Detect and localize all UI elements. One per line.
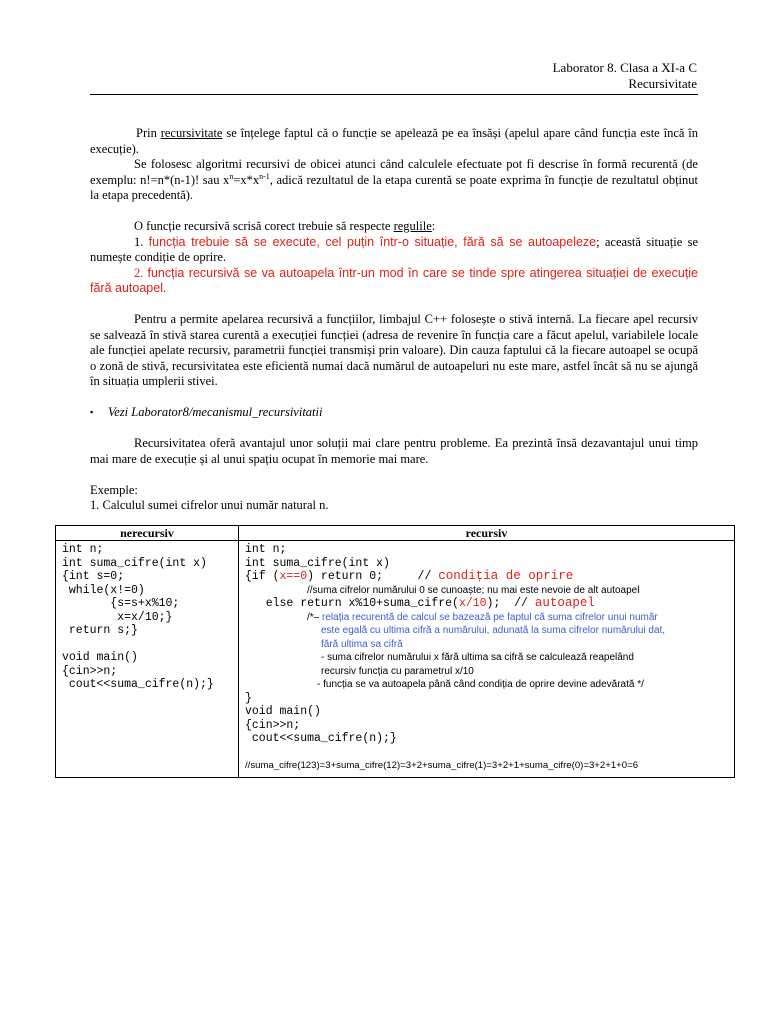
paragraph-rules: O funcție recursivă scrisă corect trebuie să respecte regulile: [134, 219, 436, 233]
rule-1: 1. funcția trebuie să se execute, cel puțin într-o situație, fără să se autoapeleze; această situație se numește condiție de oprire. [90, 234, 699, 264]
paragraph-definition: Prin recursivitate se înțelege faptul că o funcție se apelează pe ea însăși (apelul apare când funcția este încă în execuție). [90, 126, 698, 156]
header-divider [90, 94, 698, 95]
cell-recursive-code [239, 541, 735, 778]
recursive-code: int n; int suma_cifre(int x) {if (x==0) return 0; // condiția de oprire //suma cifrelor numărului 0 se cunoaște; nu mai este nevoie de alt autoapel else return x%10+suma_cifre(x/10); // autoapel /*– relația recurentă de calcul se bazează pe faptul că suma cifrelor unui număr este egală cu ultima cifră a numărului, adunată la suma cifrelor numărului dat, fără ultima sa cifră - suma cifrelor numărului x fără ultima sa cifră se calculează reapelând recursiv funcția cu parametrul x/10 - funcția se va autoapela până când condiția de oprire devine adevărată */ } void main() {cin>>n; cout<<suma_cifre(n);} //suma_cifre(123)=3+suma_cifre(12)=3+2+suma_cifre(1)=3+2+1+suma_cifre(0)=3+2+1+0=6 [245, 543, 666, 771]
header-title: Laborator 8. Clasa a XI-a C [552, 60, 697, 75]
paragraph-stack: Pentru a permite apelarea recursivă a funcțiilor, limbajul C++ folosește o stivă internă. La fiecare apel recursiv se salvează în stivă starea curentă a execuției funcției (adresa de revenire în funcția care a făcut apelul, variabilele locale ale funcției apelate recursiv, parametrii funcției transmiși prin valoare). Din cauza faptului că la fiecare autoapel se ocupă o zonă de stivă, recursivitatea este eficientă numai dacă numărul de autoapeluri nu este mare, astfel încât să nu se ajungă în situația umplerii stivei. [90, 312, 698, 388]
header-subtitle: Recursivitate [628, 76, 697, 91]
rule-2: 2. funcția recursivă se va autoapela într-un mod în care se tinde spre atingerea situației de execuție fără autoapel. [90, 265, 699, 295]
bullet-reference: ▪ Vezi Laborator8/mecanismul_recursivitatii [90, 405, 323, 419]
cell-nonrecursive-code [56, 541, 239, 778]
paragraph-advantages: Recursivitatea oferă avantajul unor soluții mai clare pentru probleme. Ea prezintă însă dezavantajul unui timp mai mare de execuție și al unui spațiu ocupat în memorie mai mare. [90, 436, 698, 466]
nonrecursive-code: int n; int suma_cifre(int x) {int s=0; while(x!=0) {s=s+x%10; x=x/10;} return s;} void main() {cin>>n; cout<<suma_cifre(n);} [62, 543, 214, 691]
code-comparison-table [55, 525, 735, 778]
paragraph-usage: Se folosesc algoritmi recursivi de obicei atunci când calculele efectuate pot fi descrise în formă recurentă (de exemplu: n!=n*(n-1)! sau $x^n=x*x^{n-1}$, adică rezultatul de la etapa curentă se poate exprima în funcție de rezultatul obținut la etapa precedentă). [90, 157, 698, 202]
bullet-icon: ▪ [90, 407, 94, 417]
column-header-recursive: recursiv [239, 526, 735, 541]
document-body [90, 126, 698, 514]
examples-title: Exemple: [90, 482, 138, 497]
column-header-nonrecursive: nerecursiv [56, 526, 239, 541]
example-1-title: 1. Calculul sumei cifrelor unui număr natural n. [90, 498, 329, 512]
page-header [553, 60, 697, 92]
